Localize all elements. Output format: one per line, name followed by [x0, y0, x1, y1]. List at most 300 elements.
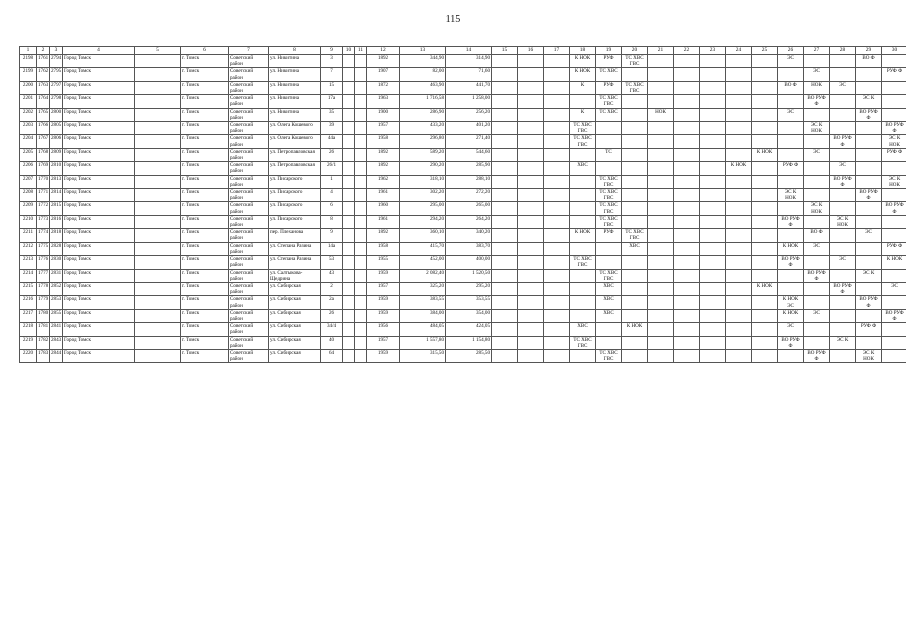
table-cell-col-4: Город Томск — [63, 269, 135, 282]
table-cell-col-22 — [674, 336, 700, 349]
table-cell-col-26: ВО Ф — [778, 81, 804, 94]
table-cell-col-17 — [544, 323, 570, 336]
table-cell-col-7: Советский район — [229, 135, 269, 148]
table-cell-col-18 — [570, 282, 596, 295]
table-cell-col-15 — [492, 256, 518, 269]
table-cell-col-18: К — [570, 81, 596, 94]
table-cell-col-28: ЭС — [830, 162, 856, 175]
table-cell-col-6: г. Томск — [181, 122, 229, 135]
table-cell-col-20 — [622, 108, 648, 121]
table-cell-col-5 — [135, 68, 181, 81]
table-cell-col-21: НОК — [648, 108, 674, 121]
table-cell-col-18 — [570, 95, 596, 108]
table-cell-col-25 — [752, 242, 778, 255]
table-cell-col-22 — [674, 229, 700, 242]
table-cell-col-9: 43 — [321, 269, 343, 282]
table-cell-col-2: 1778 — [37, 282, 50, 295]
table-cell-col-3: 2814 — [50, 189, 63, 202]
table-cell-col-25 — [752, 256, 778, 269]
table-cell-col-13: 290,20 — [400, 162, 446, 175]
table-cell-col-4: Город Томск — [63, 175, 135, 188]
table-cell-col-13: 302,20 — [400, 189, 446, 202]
table-cell-col-11 — [355, 95, 367, 108]
table-cell-col-12: 1962 — [367, 175, 400, 188]
table-cell-col-5 — [135, 256, 181, 269]
table-cell-col-26 — [778, 269, 804, 282]
table-cell-col-20: ТС ХВС ГВС — [622, 229, 648, 242]
table-cell-col-17 — [544, 229, 570, 242]
table-cell-col-23 — [700, 349, 726, 362]
table-cell-col-8: ул. Никитина — [269, 68, 321, 81]
table-cell-col-8: ул. Никитина — [269, 95, 321, 108]
table-cell-col-20: ТС ХВС ГВС — [622, 81, 648, 94]
table-cell-col-3: 2828 — [50, 242, 63, 255]
table-cell-col-4: Город Томск — [63, 135, 135, 148]
table-cell-col-8: ул. Салтыкова-Щедрина — [269, 269, 321, 282]
table-cell-col-23 — [700, 189, 726, 202]
table-cell-col-10 — [343, 148, 355, 161]
table-cell-col-16 — [518, 269, 544, 282]
table-cell-col-4: Город Томск — [63, 189, 135, 202]
table-cell-col-13: 315,50 — [400, 349, 446, 362]
table-cell-col-18: ТС ХВС ГВС — [570, 336, 596, 349]
page-number: 115 — [445, 14, 461, 25]
table-cell-col-17 — [544, 162, 570, 175]
table-cell-col-14: 400,00 — [446, 256, 492, 269]
table-cell-col-8: ул. Сибирская — [269, 309, 321, 322]
column-header: 18 — [570, 47, 596, 55]
table-cell-col-3: 2818 — [50, 229, 63, 242]
table-cell-col-28 — [830, 309, 856, 322]
table-cell-col-10 — [343, 309, 355, 322]
table-cell-col-8: пер. Плеханова — [269, 229, 321, 242]
table-cell-col-30: ВО РУФ Ф — [882, 309, 906, 322]
table-cell-col-4: Город Томск — [63, 256, 135, 269]
table-cell-col-30 — [882, 162, 906, 175]
table-cell-col-29 — [856, 162, 882, 175]
table-cell-col-4: Город Томск — [63, 162, 135, 175]
table-cell-col-25 — [752, 175, 778, 188]
table-cell-col-29: ВО РУФ Ф — [856, 189, 882, 202]
table-cell-col-15 — [492, 202, 518, 215]
table-cell-col-20 — [622, 202, 648, 215]
table-cell-col-24 — [726, 148, 752, 161]
table-cell-col-5 — [135, 229, 181, 242]
table-row — [20, 108, 906, 121]
table-cell-col-3: 2831 — [50, 269, 63, 282]
table-cell-col-9: 40 — [321, 336, 343, 349]
table-cell-col-26 — [778, 229, 804, 242]
table-cell-col-17 — [544, 256, 570, 269]
table-cell-col-23 — [700, 175, 726, 188]
table-cell-col-20 — [622, 309, 648, 322]
table-cell-col-30 — [882, 81, 906, 94]
table-cell-col-27 — [804, 215, 830, 228]
table-cell-col-25 — [752, 323, 778, 336]
table-cell-col-2: 1771 — [37, 189, 50, 202]
table-cell-col-30 — [882, 108, 906, 121]
table-cell-col-7: Советский район — [229, 68, 269, 81]
table-cell-col-5 — [135, 162, 181, 175]
table-cell-col-12: 1872 — [367, 81, 400, 94]
table-cell-col-12: 1960 — [367, 202, 400, 215]
table-cell-col-18 — [570, 296, 596, 309]
column-header: 11 — [355, 47, 367, 55]
table-row — [20, 68, 906, 81]
table-cell-col-7: Советский район — [229, 202, 269, 215]
table-cell-col-26: ЭС — [778, 108, 804, 121]
table-cell-col-26 — [778, 135, 804, 148]
table-cell-col-14: 383,70 — [446, 242, 492, 255]
table-cell-col-22 — [674, 349, 700, 362]
column-header: 14 — [446, 47, 492, 55]
table-row — [20, 349, 906, 362]
table-cell-col-20 — [622, 282, 648, 295]
table-cell-col-4: Город Томск — [63, 202, 135, 215]
table-cell-col-2: 1781 — [37, 323, 50, 336]
table-cell-col-3: 2795 — [50, 68, 63, 81]
table-cell-col-27: ЭС — [804, 68, 830, 81]
table-cell-col-22 — [674, 189, 700, 202]
table-cell-col-19: ТС ХВС — [596, 68, 622, 81]
table-cell-col-3: 2844 — [50, 349, 63, 362]
table-cell-col-18: К НОК — [570, 229, 596, 242]
table-cell-col-23 — [700, 162, 726, 175]
table-cell-col-9: 2а — [321, 296, 343, 309]
table-cell-col-9: 3 — [321, 55, 343, 68]
table-cell-col-7: Советский район — [229, 175, 269, 188]
column-header: 21 — [648, 47, 674, 55]
table-cell-col-27: ЭС — [804, 242, 830, 255]
table-cell-col-24 — [726, 122, 752, 135]
table-cell-col-7: Советский район — [229, 349, 269, 362]
table-cell-col-16 — [518, 202, 544, 215]
table-cell-col-12: 1956 — [367, 323, 400, 336]
table-row — [20, 202, 906, 215]
table-cell-col-25: К НОК — [752, 148, 778, 161]
table-cell-col-23 — [700, 282, 726, 295]
table-cell-col-30 — [882, 323, 906, 336]
table-cell-col-2: 1779 — [37, 296, 50, 309]
table-cell-col-24 — [726, 349, 752, 362]
table-cell-col-2: 1764 — [37, 95, 50, 108]
table-cell-col-17 — [544, 122, 570, 135]
table-cell-col-24 — [726, 229, 752, 242]
table-cell-col-4: Город Томск — [63, 108, 135, 121]
table-cell-col-12: 1959 — [367, 309, 400, 322]
table-cell-col-1: 2202 — [20, 108, 37, 121]
table-cell-col-16 — [518, 135, 544, 148]
table-cell-col-27: ВО РУФ Ф — [804, 349, 830, 362]
table-cell-col-21 — [648, 229, 674, 242]
table-cell-col-22 — [674, 269, 700, 282]
table-cell-col-24 — [726, 175, 752, 188]
table-cell-col-18: ТС ХВС ГВС — [570, 135, 596, 148]
column-header: 15 — [492, 47, 518, 55]
table-cell-col-21 — [648, 282, 674, 295]
table-cell-col-14: 71,60 — [446, 68, 492, 81]
table-cell-col-28: ВО РУФ Ф — [830, 282, 856, 295]
table-cell-col-15 — [492, 229, 518, 242]
table-cell-col-19: ХВС — [596, 282, 622, 295]
table-cell-col-25 — [752, 269, 778, 282]
table-cell-col-13: 294,20 — [400, 215, 446, 228]
table-cell-col-11 — [355, 108, 367, 121]
table-row — [20, 309, 906, 322]
table-cell-col-7: Советский район — [229, 122, 269, 135]
table-cell-col-12: 1892 — [367, 148, 400, 161]
table-cell-col-7: Советский район — [229, 269, 269, 282]
table-cell-col-25 — [752, 215, 778, 228]
table-cell-col-17 — [544, 202, 570, 215]
table-cell-col-15 — [492, 282, 518, 295]
column-header: 30 — [882, 47, 906, 55]
table-cell-col-25 — [752, 189, 778, 202]
table-cell-col-28 — [830, 349, 856, 362]
table-cell-col-17 — [544, 215, 570, 228]
table-cell-col-21 — [648, 162, 674, 175]
table-cell-col-21 — [648, 202, 674, 215]
table-cell-col-10 — [343, 242, 355, 255]
table-cell-col-24 — [726, 55, 752, 68]
table-cell-col-13: 286,90 — [400, 108, 446, 121]
table-cell-col-14: 256,20 — [446, 108, 492, 121]
table-cell-col-15 — [492, 189, 518, 202]
table-cell-col-13: 452,00 — [400, 256, 446, 269]
table-cell-col-1: 2206 — [20, 162, 37, 175]
table-cell-col-2: 1765 — [37, 108, 50, 121]
table-cell-col-5 — [135, 95, 181, 108]
table-cell-col-29 — [856, 68, 882, 81]
table-cell-col-30: РУФ Ф — [882, 242, 906, 255]
table-row — [20, 256, 906, 269]
table-cell-col-24 — [726, 68, 752, 81]
table-cell-col-2: 1772 — [37, 202, 50, 215]
table-cell-col-26 — [778, 148, 804, 161]
table-cell-col-27 — [804, 135, 830, 148]
table-cell-col-7: Советский район — [229, 162, 269, 175]
table-cell-col-15 — [492, 135, 518, 148]
table-cell-col-23 — [700, 148, 726, 161]
table-cell-col-11 — [355, 256, 367, 269]
table-row — [20, 296, 906, 309]
table-cell-col-4: Город Томск — [63, 349, 135, 362]
table-cell-col-24 — [726, 282, 752, 295]
table-cell-col-29: ЭС К НОК — [856, 349, 882, 362]
table-cell-col-7: Советский район — [229, 282, 269, 295]
table-cell-col-29: ЭС — [856, 229, 882, 242]
table-cell-col-24 — [726, 108, 752, 121]
table-cell-col-19: ТС ХВС ГВС — [596, 349, 622, 362]
table-cell-col-9: 4 — [321, 189, 343, 202]
table-cell-col-21 — [648, 148, 674, 161]
table-cell-col-19 — [596, 162, 622, 175]
table-cell-col-19 — [596, 256, 622, 269]
table-cell-col-8: ул. Писарского — [269, 215, 321, 228]
table-cell-col-25 — [752, 108, 778, 121]
table-row — [20, 215, 906, 228]
table-cell-col-8: ул. Петропавловская — [269, 148, 321, 161]
table-cell-col-7: Советский район — [229, 336, 269, 349]
table-cell-col-19: ХВС — [596, 309, 622, 322]
table-cell-col-21 — [648, 269, 674, 282]
table-cell-col-13: 1 557,80 — [400, 336, 446, 349]
table-row — [20, 95, 906, 108]
table-cell-col-12: 1957 — [367, 282, 400, 295]
table-cell-col-16 — [518, 68, 544, 81]
table-cell-col-11 — [355, 81, 367, 94]
table-cell-col-26: К НОК ЭС — [778, 296, 804, 309]
table-cell-col-15 — [492, 269, 518, 282]
table-cell-col-28 — [830, 202, 856, 215]
table-cell-col-20 — [622, 175, 648, 188]
table-cell-col-18 — [570, 202, 596, 215]
table-cell-col-1: 2201 — [20, 95, 37, 108]
table-cell-col-8: ул. Писарского — [269, 175, 321, 188]
table-cell-col-25 — [752, 229, 778, 242]
column-header: 20 — [622, 47, 648, 55]
table-cell-col-19: РУФ — [596, 229, 622, 242]
table-cell-col-7: Советский район — [229, 229, 269, 242]
table-cell-col-7: Советский район — [229, 189, 269, 202]
table-cell-col-6: г. Томск — [181, 189, 229, 202]
table-cell-col-24 — [726, 81, 752, 94]
table-row — [20, 55, 906, 68]
table-cell-col-17 — [544, 282, 570, 295]
table-cell-col-28 — [830, 108, 856, 121]
table-cell-col-8: ул. Степана Разина — [269, 256, 321, 269]
table-cell-col-25 — [752, 135, 778, 148]
table-cell-col-22 — [674, 242, 700, 255]
table-cell-col-25 — [752, 95, 778, 108]
column-header: 13 — [400, 47, 446, 55]
table-cell-col-10 — [343, 336, 355, 349]
table-cell-col-2: 1774 — [37, 229, 50, 242]
table-cell-col-10 — [343, 189, 355, 202]
table-cell-col-24 — [726, 135, 752, 148]
table-cell-col-2: 1766 — [37, 122, 50, 135]
column-number-header-row — [20, 47, 906, 55]
table-cell-col-2: 1770 — [37, 175, 50, 188]
table-cell-col-29: РУФ Ф — [856, 323, 882, 336]
table-cell-col-6: г. Томск — [181, 229, 229, 242]
table-cell-col-20 — [622, 162, 648, 175]
table-cell-col-20 — [622, 68, 648, 81]
table-cell-col-6: г. Томск — [181, 175, 229, 188]
table-cell-col-11 — [355, 336, 367, 349]
table-cell-col-26: ЭС К НОК — [778, 189, 804, 202]
table-cell-col-14: 295,20 — [446, 282, 492, 295]
table-cell-col-14: 441,70 — [446, 81, 492, 94]
table-row — [20, 323, 906, 336]
table-cell-col-8: ул. Никитина — [269, 81, 321, 94]
column-header: 12 — [367, 47, 400, 55]
table-cell-col-21 — [648, 122, 674, 135]
table-cell-col-10 — [343, 215, 355, 228]
table-cell-col-30: ЭС К НОК — [882, 135, 906, 148]
table-cell-col-18: ХВС — [570, 323, 596, 336]
table-cell-col-25 — [752, 162, 778, 175]
table-cell-col-14: 353,55 — [446, 296, 492, 309]
table-cell-col-25 — [752, 349, 778, 362]
table-cell-col-1: 2213 — [20, 256, 37, 269]
table-cell-col-25 — [752, 309, 778, 322]
table-cell-col-20 — [622, 269, 648, 282]
table-cell-col-30 — [882, 55, 906, 68]
table-cell-col-10 — [343, 323, 355, 336]
table-cell-col-10 — [343, 95, 355, 108]
table-cell-col-18 — [570, 269, 596, 282]
column-header: 6 — [181, 47, 229, 55]
table-cell-col-27 — [804, 175, 830, 188]
table-cell-col-21 — [648, 349, 674, 362]
table-cell-col-1: 2204 — [20, 135, 37, 148]
table-cell-col-18 — [570, 175, 596, 188]
table-cell-col-10 — [343, 282, 355, 295]
table-cell-col-24 — [726, 202, 752, 215]
table-cell-col-20 — [622, 296, 648, 309]
table-cell-col-3: 2794 — [50, 55, 63, 68]
table-cell-col-3: 2843 — [50, 336, 63, 349]
table-cell-col-16 — [518, 55, 544, 68]
table-cell-col-26: ЭС — [778, 55, 804, 68]
table-cell-col-3: 2797 — [50, 81, 63, 94]
table-cell-col-14: 340,20 — [446, 229, 492, 242]
table-cell-col-29 — [856, 215, 882, 228]
table-cell-col-27 — [804, 256, 830, 269]
table-body — [20, 55, 906, 363]
table-cell-col-24 — [726, 95, 752, 108]
table-cell-col-11 — [355, 215, 367, 228]
table-cell-col-29 — [856, 175, 882, 188]
table-cell-col-28 — [830, 189, 856, 202]
table-cell-col-22 — [674, 55, 700, 68]
table-cell-col-2: 1780 — [37, 309, 50, 322]
table-cell-col-8: ул. Писарского — [269, 202, 321, 215]
table-cell-col-25 — [752, 81, 778, 94]
table-cell-col-30 — [882, 336, 906, 349]
table-cell-col-1: 2217 — [20, 309, 37, 322]
table-cell-col-5 — [135, 336, 181, 349]
table-cell-col-28 — [830, 122, 856, 135]
table-cell-col-10 — [343, 135, 355, 148]
table-cell-col-12: 1900 — [367, 108, 400, 121]
table-cell-col-4: Город Томск — [63, 55, 135, 68]
table-cell-col-3: 2830 — [50, 256, 63, 269]
table-cell-col-19: РУФ — [596, 55, 622, 68]
table-cell-col-16 — [518, 108, 544, 121]
table-cell-col-6: г. Томск — [181, 269, 229, 282]
table-cell-col-23 — [700, 68, 726, 81]
table-cell-col-11 — [355, 162, 367, 175]
table-cell-col-15 — [492, 108, 518, 121]
table-cell-col-10 — [343, 68, 355, 81]
table-cell-col-27: ЭС — [804, 309, 830, 322]
table-cell-col-17 — [544, 68, 570, 81]
table-cell-col-14: 401,20 — [446, 122, 492, 135]
table-cell-col-23 — [700, 296, 726, 309]
column-header: 22 — [674, 47, 700, 55]
table-cell-col-2: 1777 — [37, 269, 50, 282]
table-cell-col-9: 1 — [321, 175, 343, 188]
table-cell-col-9: 53 — [321, 256, 343, 269]
table-cell-col-24 — [726, 189, 752, 202]
table-cell-col-22 — [674, 162, 700, 175]
table-cell-col-4: Город Томск — [63, 95, 135, 108]
table-cell-col-6: г. Томск — [181, 282, 229, 295]
table-row — [20, 122, 906, 135]
table-cell-col-7: Советский район — [229, 55, 269, 68]
